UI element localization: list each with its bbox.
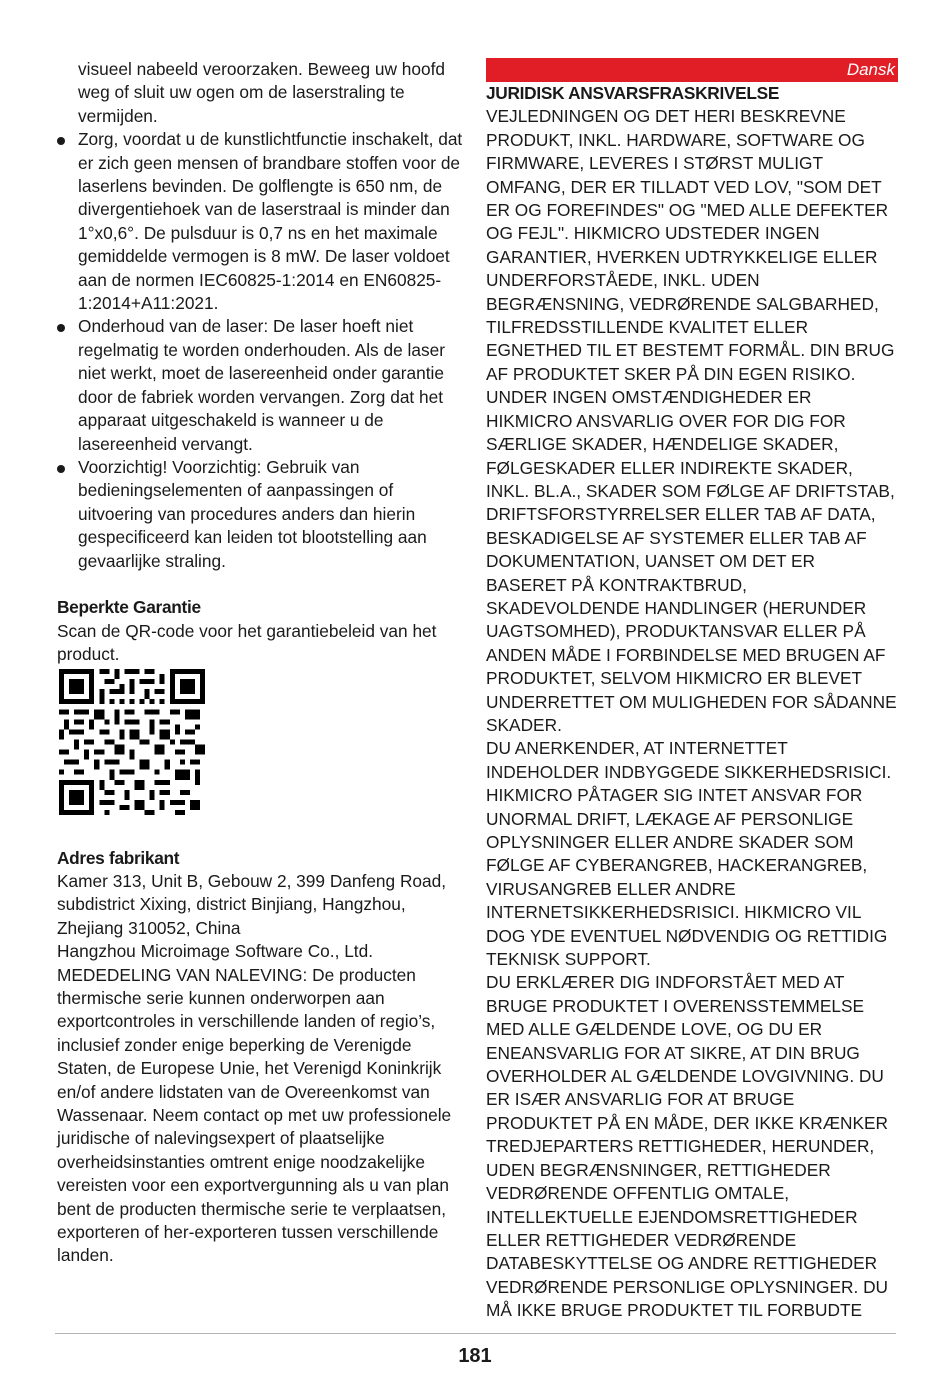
language-label: Dansk: [846, 60, 895, 79]
bullet-text: Onderhoud van de laser: De laser hoeft niet regelmatig te worden onderhouden. Als de laser niet werkt, moet de lasereenheid onder garantie door de fabriek worden vervangen. Zorg dat het apparaat uitgeschakeld is wanneer u de lasereenheid vervangt.: [78, 316, 445, 454]
bullet-text: Zorg, voordat u de kunstlichtfunctie inschakelt, dat er zich geen mensen of brandbare stoffen voor de laserlens bevinden. De golflengte is 650 nm, de divergentiehoek van de laserstraal is minder dan 1°x0,6°. De pulsduur is 0,7 ns en het maximale gemiddelde vermogen is 8 mW. De laser voldoet aan de normen IEC60825-1:2014 en EN60825-1:2014+A11:2021.: [78, 129, 463, 314]
bullet-icon: [57, 324, 65, 332]
bullet-text: Voorzichtig! Voorzichtig: Gebruik van bedieningselementen of aanpassingen of uitvoering van procedures anders dan hierin gespecificeerd kan leiden tot blootstelling aan gevaarlijke straling.: [78, 456, 427, 571]
disclaimer-heading: JURIDISK ANSVARSFRASKRIVELSE: [486, 83, 780, 103]
bullet-icon: [57, 465, 65, 473]
disclaimer-paragraph: DU ERKLÆRER DIG INDFORSTÅET MED AT BRUGE PRODUKTET I OVERENSSTEMMELSE MED ALLE GÆLDENDE LOVE, OG DU ER ENEANSVARLIG FOR AT SIKRE, AT DIN BRUG OVERHOLDER AL GÆLDENDE LOVGIVNING. DU ER ISÆR ANSVARLIG FOR AT BRUGE PRODUKTET PÅ EN MÅDE, DER IKKE KRÆNKER TREDJEPARTERS RETTIGHEDER, HERUNDER, UDEN BEGRÆNSNINGER, RETTIGHEDER VEDRØRENDE OFFENTLIG OMTALE, INTELLEKTUELLE EJENDOMSRETTIGHEDER ELLER RETTIGHEDER VEDRØRENDE DATABESKYTTELSE OG ANDRE RETTIGHEDER VEDRØRENDE PERSONLIGE OPLYSNINGER. DU MÅ IKKE BRUGE PRODUKTET TIL FORBUDTE: [486, 972, 889, 1321]
safety-bullet-list: [57, 128, 469, 573]
address-text: Kamer 313, Unit B, Gebouw 2, 399 Danfeng Road, subdistrict Xixing, district Binjiang, Hangzhou, Zhejiang 310052, China: [57, 870, 447, 938]
manufacturer-section: [57, 847, 469, 1268]
qr-code-image[interactable]: [59, 669, 205, 815]
company-name: Hangzhou Microimage Software Co., Ltd.: [57, 941, 374, 962]
warranty-text: Scan de QR-code voor het garantiebeleid van het product.: [57, 620, 437, 665]
bullet-item: [57, 456, 469, 573]
continuation-text: visueel nabeeld veroorzaken. Beweeg uw hoofd weg of sluit uw ogen om de laserstraling te vermijden.: [78, 59, 445, 126]
bullet-item: [57, 315, 469, 455]
footer-divider: [55, 1333, 896, 1334]
language-tab-bar: [486, 58, 898, 82]
address-heading: Adres fabrikant: [57, 847, 180, 868]
left-column: [57, 58, 469, 1268]
warranty-section: [57, 596, 469, 814]
page-number: 181: [458, 1345, 492, 1367]
compliance-notice: MEDEDELING VAN NALEVING: De producten thermische serie kunnen onderworpen aan exportcontroles in verschillende landen of regio’s, inclusief zonder enige beperking de Verenigde Staten, de Europese Unie, het Verenigd Koninkrijk en/of andere lidstaten van de Overeenkomst van Wassenaar. Neem contact op met uw professionele juridische of nalevingsexpert of plaatselijke overheidsinstanties omtrent enige noodzakelijke vereisten voor een exportvergunning als u van plan bent de producten thermische serie te verplaatsen, exporteren of her-exporteren tussen verschillende landen.: [57, 964, 452, 1266]
bullet-item: [57, 128, 469, 315]
disclaimer-paragraph: DU ANERKENDER, AT INTERNETTET INDEHOLDER INDBYGGEDE SIKKERHEDSRISICI. HIKMICRO PÅTAGER SIG INTET ANSVAR FOR UNORMAL DRIFT, LÆKAGE AF PERSONLIGE OPLYSNINGER ELLER ANDRE SKADER SOM FØLGE AF CYBERANGREB, HACKERANGREB, VIRUSANGREB ELLER ANDRE INTERNETSIKKERHEDSRISICI. HIKMICRO VIL DOG YDE EVENTUEL NØDVENDIG OG RETTIDIG TEKNISK SUPPORT.: [486, 738, 892, 970]
right-column: [486, 58, 898, 1323]
bullet-icon: [57, 137, 65, 145]
disclaimer-paragraph: VEJLEDNINGEN OG DET HERI BESKREVNE PRODUKT, INKL. HARDWARE, SOFTWARE OG FIRMWARE, LEVERES I STØRST MULIGT OMFANG, DER ER TILLADT VED LOV, "SOM DET ER OG FOREFINDES" OG "MED ALLE DEFEKTER OG FEJL". HIKMICRO UDSTEDER INGEN GARANTIER, HVERKEN UDTRYKKELIGE ELLER UNDERFORSTÅEDE, INKL. UDEN BEGRÆNSNING, VEDRØRENDE SALGBARHED, TILFREDSSTILLENDE KVALITET ELLER EGNETHED TIL ET BESTEMT FORMÅL. DIN BRUG AF PRODUKTET SKER PÅ DIN EGEN RISIKO. UNDER INGEN OMSTÆNDIGHEDER ER HIKMICRO ANSVARLIG OVER FOR DIG FOR SÆRLIGE SKADER, HÆNDELIGE SKADER, FØLGESKADER ELLER INDIREKTE SKADER, INKL. BL.A., SKADER SOM FØLGE AF DRIFTSTAB, DRIFTSFORSTYRRELSER ELLER TAB AF DATA, BESKADIGELSE AF SYSTEMER ELLER TAB AF DOKUMENTATION, UANSET OM DET ER BASERET PÅ KONTRAKTBRUD, SKADEVOLDENDE HANDLINGER (HERUNDER UAGTSOMHED), PRODUKTANSVAR ELLER PÅ ANDEN MÅDE I FORBINDELSE MED BRUGEN AF PRODUKTET, SELVOM HIKMICRO ER BLEVET UNDERRETTET OM MULIGHEDEN FOR SÅDANNE SKADER.: [486, 106, 897, 735]
warranty-heading: Beperkte Garantie: [57, 597, 201, 618]
